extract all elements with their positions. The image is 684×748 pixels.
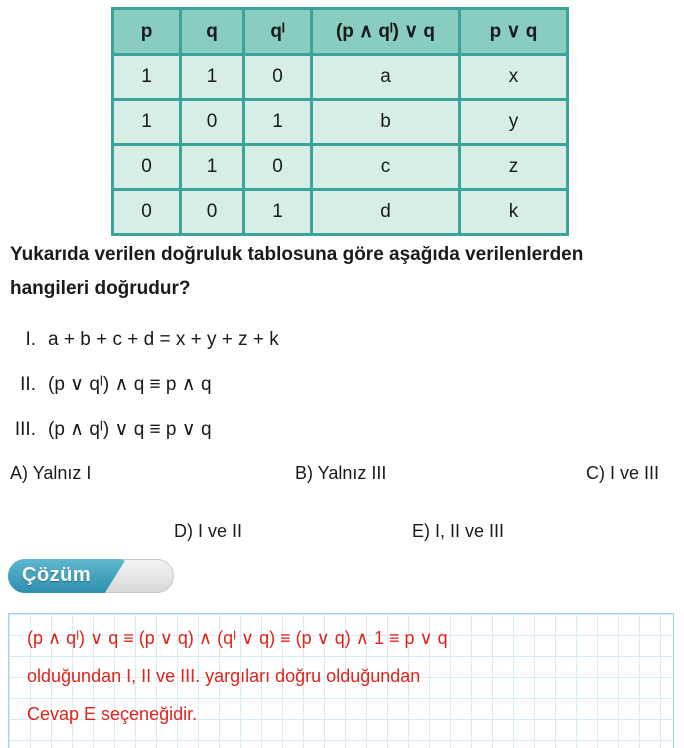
statement-3-number: III. xyxy=(14,419,36,440)
solution-line-1: (p ∧ qˡ) ∨ q ≡ (p ∨ q) ∧ (qˡ ∨ q) ≡ (p ∨ q) ∧ 1 ≡ p ∨ q xyxy=(27,628,448,648)
solution-line-3: Cevap E seçeneğidir. xyxy=(27,704,198,724)
table-cell: c xyxy=(312,145,460,190)
choice-b[interactable]: B) Yalnız III xyxy=(295,463,387,483)
choice-d[interactable]: D) I ve II xyxy=(174,521,243,541)
solution-line-2: olduğundan I, II ve III. yargıları doğru olduğundan xyxy=(27,666,421,686)
table-cell: 1 xyxy=(113,100,181,145)
statement-2-number: II. xyxy=(20,374,36,395)
question-line-2: hangileri doğrudur? xyxy=(10,278,191,299)
header-expression-1: (p ∧ qˡ) ∨ q xyxy=(312,9,460,55)
table-cell: a xyxy=(312,55,460,100)
question-text xyxy=(10,238,680,306)
header-p: p xyxy=(113,9,181,55)
header-q: q xyxy=(181,9,244,55)
table-cell: 1 xyxy=(113,55,181,100)
statement-1 xyxy=(0,329,279,351)
table-row xyxy=(113,100,568,145)
table-cell: 0 xyxy=(113,190,181,235)
choice-a[interactable]: A) Yalnız I xyxy=(10,463,92,483)
table-row xyxy=(113,190,568,235)
solution-badge xyxy=(8,559,174,593)
table-cell: k xyxy=(460,190,568,235)
table-row xyxy=(113,145,568,190)
statement-3-text: (p ∧ qˡ) ∨ q ≡ p ∨ q xyxy=(48,419,212,440)
solution-box xyxy=(8,613,674,748)
table-cell: b xyxy=(312,100,460,145)
statement-2 xyxy=(0,373,212,396)
table-cell: 0 xyxy=(244,145,312,190)
table-cell: 1 xyxy=(244,190,312,235)
table-row xyxy=(113,55,568,100)
truth-table xyxy=(111,7,569,236)
statement-3 xyxy=(0,418,212,441)
statement-1-number: I. xyxy=(25,329,36,350)
table-cell: x xyxy=(460,55,568,100)
table-cell: 0 xyxy=(181,100,244,145)
table-cell: 0 xyxy=(181,190,244,235)
table-cell: d xyxy=(312,190,460,235)
table-cell: 0 xyxy=(113,145,181,190)
header-expression-2: p ∨ q xyxy=(460,9,568,55)
question-line-1: Yukarıda verilen doğruluk tablosuna göre aşağıda verilenlerden xyxy=(10,244,584,265)
choice-c[interactable]: C) I ve III xyxy=(586,463,660,483)
statement-1-text: a + b + c + d = x + y + z + k xyxy=(48,329,279,350)
choice-e[interactable]: E) I, II ve III xyxy=(412,521,505,541)
solution-badge-label: Çözüm xyxy=(22,564,92,586)
table-cell: 1 xyxy=(181,145,244,190)
table-cell: 0 xyxy=(244,55,312,100)
statement-2-text: (p ∨ qˡ) ∧ q ≡ p ∧ q xyxy=(48,374,212,395)
table-cell: z xyxy=(460,145,568,190)
table-cell: 1 xyxy=(181,55,244,100)
table-cell: 1 xyxy=(244,100,312,145)
table-header-row xyxy=(113,9,568,55)
header-q-prime: qˡ xyxy=(244,9,312,55)
table-cell: y xyxy=(460,100,568,145)
